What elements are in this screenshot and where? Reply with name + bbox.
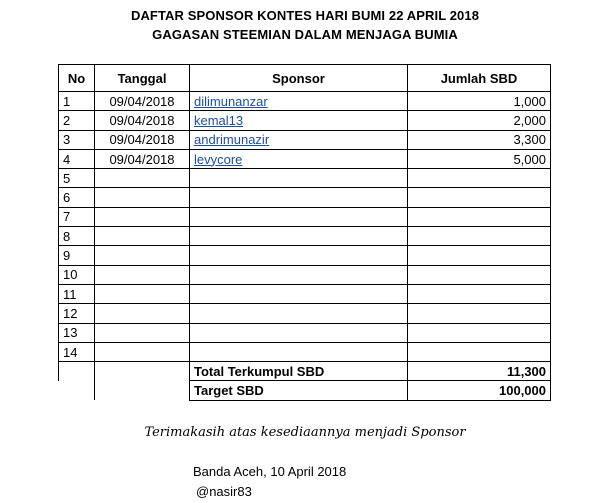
row-no: 4 — [59, 149, 95, 168]
table-row — [59, 304, 551, 323]
row-date — [95, 246, 190, 265]
table-row — [59, 169, 551, 188]
row-no: 5 — [59, 169, 95, 188]
row-amount — [408, 304, 551, 323]
header-sponsor: Sponsor — [190, 65, 408, 92]
row-amount — [408, 342, 551, 361]
row-date — [95, 323, 190, 342]
row-amount: 3,300 — [408, 130, 551, 149]
row-no: 3 — [59, 130, 95, 149]
row-no: 13 — [59, 323, 95, 342]
row-amount: 2,000 — [408, 111, 551, 130]
sponsor-link[interactable]: dilimunanzar — [194, 93, 268, 109]
row-date: 09/04/2018 — [95, 92, 190, 111]
table-row — [59, 130, 551, 149]
sponsor-link[interactable]: kemal13 — [194, 112, 244, 128]
table-row — [59, 188, 551, 207]
row-date — [95, 284, 190, 303]
table-row — [59, 265, 551, 284]
row-amount — [408, 265, 551, 284]
row-amount: 1,000 — [408, 92, 551, 111]
row-no: 8 — [59, 227, 95, 246]
row-no: 1 — [59, 92, 95, 111]
table-body — [59, 92, 551, 401]
sponsor-table — [58, 64, 551, 401]
target-value: 100,000 — [408, 381, 551, 400]
row-sponsor — [190, 169, 408, 188]
thanks-note: Terimakasih atas kesediaannya menjadi Sponsor — [144, 425, 466, 440]
row-date — [95, 188, 190, 207]
sponsor-link[interactable]: andrimunazir — [194, 132, 270, 148]
row-amount — [408, 169, 551, 188]
row-amount — [408, 227, 551, 246]
row-date — [95, 265, 190, 284]
table-row — [59, 323, 551, 342]
row-no: 14 — [59, 342, 95, 361]
row-amount — [408, 246, 551, 265]
document-subtitle: GAGASAN STEEMIAN DALAM MENJAGA BUMIA — [152, 27, 458, 42]
row-date: 09/04/2018 — [95, 149, 190, 168]
table-row — [59, 246, 551, 265]
row-amount — [408, 284, 551, 303]
row-sponsor — [190, 246, 408, 265]
row-no: 10 — [59, 265, 95, 284]
row-sponsor — [190, 342, 408, 361]
row-sponsor — [190, 323, 408, 342]
row-sponsor — [190, 149, 408, 168]
table-row — [59, 149, 551, 168]
row-amount — [408, 323, 551, 342]
row-no: 6 — [59, 188, 95, 207]
total-row — [59, 362, 551, 381]
total-value: 11,300 — [408, 362, 551, 381]
target-empty-no — [59, 381, 95, 400]
header-date: Tanggal — [95, 65, 190, 92]
total-empty-date — [95, 362, 190, 381]
row-sponsor — [190, 304, 408, 323]
table-header-row — [59, 65, 551, 92]
table-row — [59, 342, 551, 361]
row-date — [95, 304, 190, 323]
row-amount — [408, 207, 551, 226]
row-date: 09/04/2018 — [95, 111, 190, 130]
header-amount: Jumlah SBD — [408, 65, 551, 92]
total-empty-no — [59, 362, 95, 381]
row-amount: 5,000 — [408, 149, 551, 168]
target-label: Target SBD — [190, 381, 408, 400]
row-no: 2 — [59, 111, 95, 130]
row-no: 12 — [59, 304, 95, 323]
row-date — [95, 227, 190, 246]
table-row — [59, 227, 551, 246]
total-label: Total Terkumpul SBD — [190, 362, 408, 381]
row-no: 7 — [59, 207, 95, 226]
sponsor-link[interactable]: levycore — [194, 151, 243, 167]
row-sponsor — [190, 227, 408, 246]
row-date — [95, 207, 190, 226]
row-no: 11 — [59, 284, 95, 303]
row-sponsor — [190, 130, 408, 149]
table-row — [59, 284, 551, 303]
row-sponsor — [190, 265, 408, 284]
row-sponsor — [190, 188, 408, 207]
row-amount — [408, 188, 551, 207]
row-no: 9 — [59, 246, 95, 265]
row-date — [95, 169, 190, 188]
target-row — [59, 381, 551, 400]
table-row — [59, 111, 551, 130]
document-title: DAFTAR SPONSOR KONTES HARI BUMI 22 APRIL 2018 — [130, 8, 480, 23]
author-handle: @nasir83 — [196, 484, 252, 499]
row-sponsor — [190, 284, 408, 303]
table-row — [59, 207, 551, 226]
row-sponsor — [190, 207, 408, 226]
header-no: No — [59, 65, 95, 92]
target-empty-date — [95, 381, 190, 400]
row-sponsor — [190, 111, 408, 130]
table-row — [59, 92, 551, 111]
row-sponsor — [190, 92, 408, 111]
row-date — [95, 342, 190, 361]
row-date: 09/04/2018 — [95, 130, 190, 149]
place-date: Banda Aceh, 10 April 2018 — [193, 464, 347, 479]
